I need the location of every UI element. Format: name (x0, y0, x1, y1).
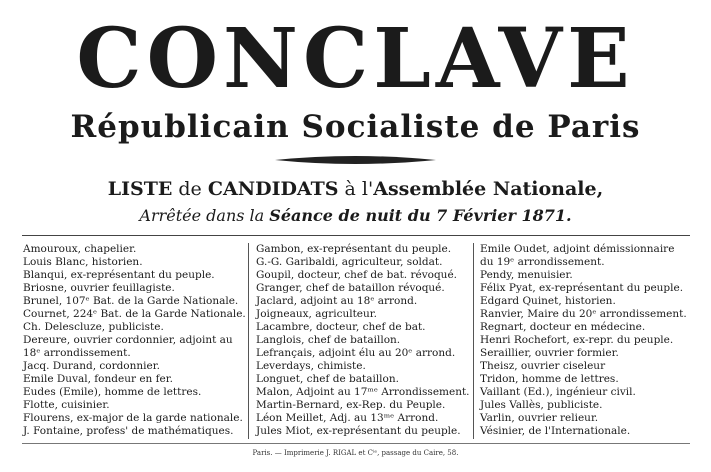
candidate-entry: Malon, Adjoint au 17ᵐᵉ Arrondissement. (256, 386, 470, 398)
candidate-entry: Flotte, cuisinier. (23, 399, 110, 411)
heading-liste: LISTE (107, 178, 173, 200)
candidate-entry: Briosne, ouvrier feuillagiste. (23, 282, 175, 294)
candidate-entry: Goupil, docteur, chef de bat. révoqué. (256, 269, 457, 281)
candidate-entry: Henri Rochefort, ex-repr. du peuple. (480, 334, 674, 346)
candidate-column-3 (480, 243, 690, 438)
candidate-entry: Emile Oudet, adjoint démissionnaire du 19ᵉ arrondissement. (480, 243, 675, 268)
date-prefix: Arrêtée dans la (139, 206, 270, 225)
ornament-divider (273, 154, 438, 166)
candidate-entry: Jacq. Durand, cordonnier. (23, 360, 160, 372)
candidate-entry: 18ᵉ arrondissement. (23, 347, 131, 359)
candidate-entry: Ch. Delescluze, publiciste. (23, 321, 164, 333)
candidate-entry: Emile Duval, fondeur en fer. (23, 373, 173, 385)
date-seance: Séance de nuit du 7 Février 1871. (269, 206, 572, 225)
poster-subtitle: Républicain Socialiste de Paris (70, 109, 641, 145)
printer-imprint: Paris. — Imprimerie J. RIGAL et Cⁱᵉ, passage du Caire, 58. (252, 449, 459, 457)
candidate-entry: Blanqui, ex-représentant du peuple. (23, 269, 215, 281)
candidate-entry: Dereure, ouvrier cordonnier, adjoint au (23, 334, 233, 346)
candidate-entry: Regnart, docteur en médecine. (480, 321, 646, 333)
candidate-entry: Longuet, chef de bataillon. (256, 373, 399, 385)
candidate-entry: Leverdays, chimiste. (256, 360, 366, 372)
candidate-entry: J. Fontaine, profess' de mathématiques. (23, 425, 234, 437)
heading-assemblee: Assemblée Nationale, (373, 178, 604, 200)
candidate-entry: Léon Meillet, Adj. au 13ᵐᵉ Arrond. (256, 412, 439, 424)
candidate-entry: Jules Miot, ex-représentant du peuple. (256, 425, 461, 437)
candidate-entry: Félix Pyat, ex-représentant du peuple. (480, 282, 684, 294)
candidate-entry: Lefrançais, adjoint élu au 20ᵉ arrond. (256, 347, 456, 359)
candidate-entry: Jules Vallès, publiciste. (480, 399, 603, 411)
heading-candidats: CANDIDATS (207, 178, 339, 200)
candidate-entry: Cournet, 224ᵉ Bat. de la Garde Nationale. (23, 308, 246, 320)
candidate-entry: Theisz, ouvrier ciseleur (480, 360, 606, 372)
candidate-entry: Granger, chef de bataillon révoqué. (256, 282, 445, 294)
candidate-column-1 (23, 243, 245, 438)
candidate-column-2 (256, 243, 474, 438)
candidate-entry: Joigneaux, agriculteur. (256, 308, 377, 320)
candidate-entry: Lacambre, docteur, chef de bat. (256, 321, 426, 333)
candidate-entry: Jaclard, adjoint au 18ᵉ arrond. (256, 295, 418, 307)
candidate-entry: Vaillant (Ed.), ingénieur civil. (480, 386, 636, 398)
candidate-entry: Brunel, 107ᵉ Bat. de la Garde Nationale. (23, 295, 239, 307)
candidate-entry: Ranvier, Maire du 20ᵉ arrondissement. (480, 308, 687, 320)
candidate-entry: Amouroux, chapelier. (23, 243, 137, 255)
column-separator (248, 243, 249, 439)
date-line (0, 206, 711, 226)
poster-title: CONCLAVE (76, 11, 635, 107)
candidate-entry: Varlin, ouvrier relieur. (480, 412, 599, 424)
candidate-entry: Tridon, homme de lettres. (480, 373, 619, 385)
candidate-entry: Eudes (Emile), homme de lettres. (23, 386, 202, 398)
candidate-entry: Seraillier, ouvrier formier. (480, 347, 619, 359)
candidate-entry: Langlois, chef de bataillon. (256, 334, 401, 346)
candidate-entry: Flourens, ex-major de la garde nationale. (23, 412, 243, 424)
candidate-entry: Vésinier, de l'Internationale. (480, 425, 631, 437)
candidate-entry: Martin-Bernard, ex-Rep. du Peuple. (256, 399, 446, 411)
heading-a: à l' (338, 178, 374, 200)
column-separator (473, 243, 474, 439)
footer-rule (22, 443, 690, 444)
candidate-entry: Edgard Quinet, historien. (480, 295, 616, 307)
header-rule (22, 235, 690, 236)
heading-de: de (172, 178, 208, 200)
candidate-entry: G.-G. Garibaldi, agriculteur, soldat. (256, 256, 443, 268)
list-heading (0, 177, 711, 201)
candidate-entry: Louis Blanc, historien. (23, 256, 143, 268)
candidate-entry: Pendy, menuisier. (480, 269, 573, 281)
candidate-entry: Gambon, ex-représentant du peuple. (256, 243, 452, 255)
